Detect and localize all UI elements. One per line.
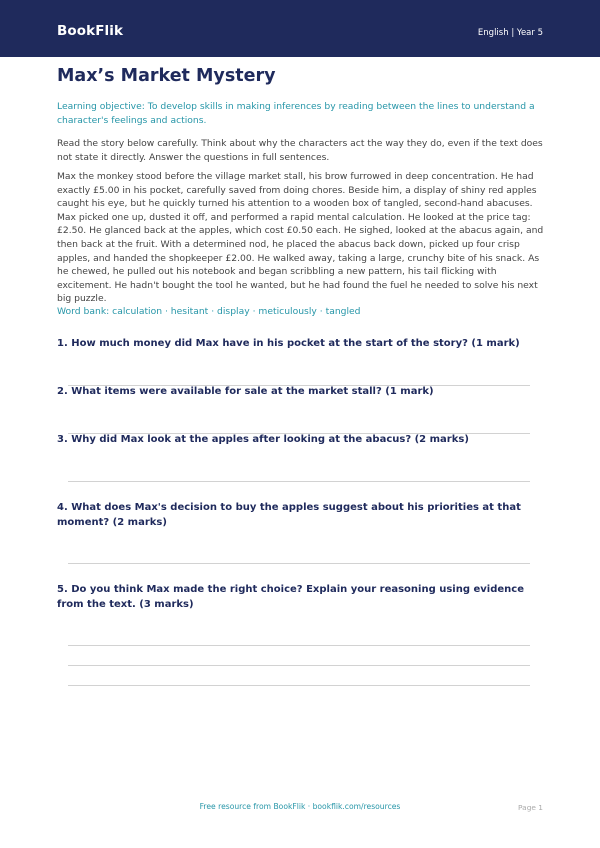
subject-year-label: English | Year 5 xyxy=(477,28,543,38)
answer-line-q3[interactable] xyxy=(68,481,530,482)
page-number: Page 1 xyxy=(518,803,543,812)
question-5: 5. Do you think Max made the right choice? Explain your reasoning using evidence from the text. (3 marks) xyxy=(57,584,524,610)
answer-line-q4[interactable] xyxy=(68,563,530,564)
question-4: 4. What does Max's decision to buy the apples suggest about his priorities at that moment? (2 marks) xyxy=(57,502,521,528)
answer-line-q5-2[interactable] xyxy=(68,665,530,666)
question-1: 1. How much money did Max have in his pocket at the start of the story? (1 mark) xyxy=(57,338,520,349)
word-bank: Word bank: calculation · hesitant · display · meticulously · tangled xyxy=(57,306,361,317)
page-title: Max’s Market Mystery xyxy=(57,66,276,86)
question-3: 3. Why did Max look at the apples after looking at the abacus? (2 marks) xyxy=(57,434,469,445)
question-2: 2. What items were available for sale at the market stall? (1 mark) xyxy=(57,386,434,397)
answer-line-q5-3[interactable] xyxy=(68,685,530,686)
instructions-text: Read the story below carefully. Think about why the characters act the way they do, even if the text does not state it directly. Answer the questions in full sentences. xyxy=(57,138,543,163)
footer-link[interactable]: Free resource from BookFlik · bookflik.com/resources xyxy=(199,802,401,811)
story-text: Max the monkey stood before the village market stall, his brow furrowed in deep concentration. He had exactly £5.00 in his pocket, carefully saved from doing chores. Beside him, a display of shiny red apples caught his eye, but he quickly turned his attention to a wooden box of tangled, second-hand abacuses. Max picked one up, dusted it off, and performed a rapid mental calculation. He looked at the price tag: £2.50. He glanced back at the apples, which cost £0.50 each. He sighed, looked at the abacus again, and then back at the fruit. With a determined nod, he placed the abacus back down, picked up four crisp apples, and handed the shopkeeper £2.00. He walked away, taking a large, crunchy bite of his snack. As he chewed, he pulled out his notebook and began scribbling a new pattern, his tail flicking with excitement. He hadn't bought the tool he wanted, but he had found the fuel he needed to solve his next big puzzle. xyxy=(57,171,544,305)
answer-line-q5-1[interactable] xyxy=(68,645,530,646)
page-header xyxy=(0,0,600,57)
learning-objective: Learning objective: To develop skills in making inferences by reading between the lines to understand a character's feelings and actions. xyxy=(57,101,535,126)
brand-logo[interactable]: BookFlik xyxy=(57,23,124,39)
